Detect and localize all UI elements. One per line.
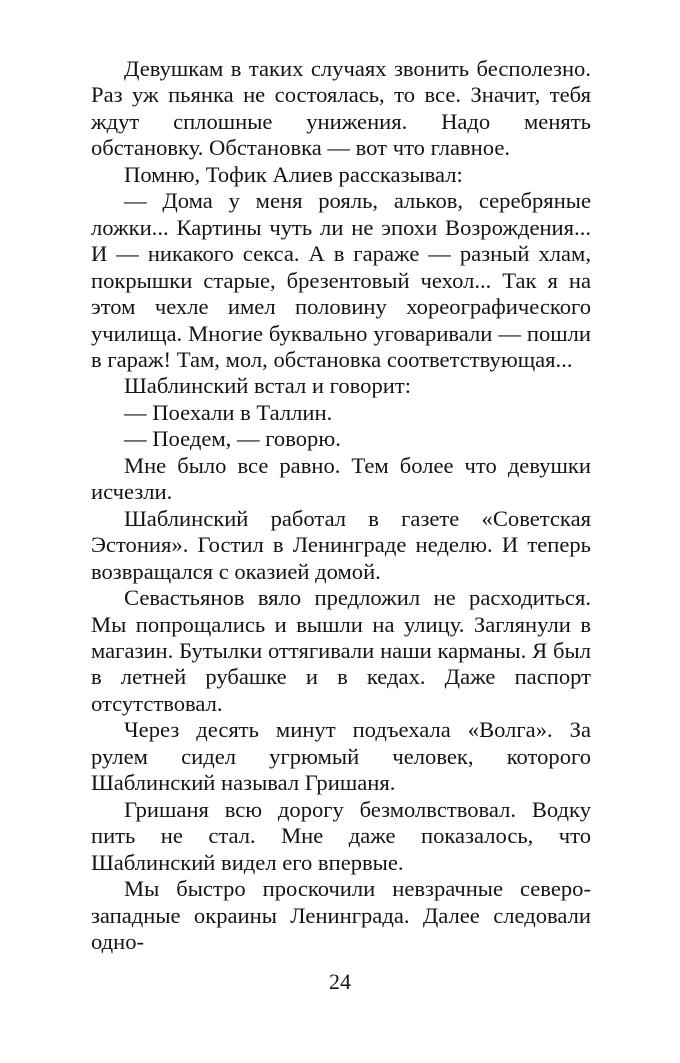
paragraph-9: Севастьянов вяло предложил не расходиться. Мы попрощались и вышли на улицу. Заглянули в магазин. Бутылки оттягивали наши карманы. Я был в летней рубашке и в кедах. Даже паспорт отсутствовал.	[91, 585, 591, 716]
paragraph-10: Через десять минут подъехала «Волга». За рулем сидел угрюмый человек, которого Шаблинский называл Гришаня.	[91, 717, 591, 796]
paragraph-3: — Дома у меня рояль, альков, серебряные ложки... Картины чуть ли не эпохи Возрождения... И — никакого секса. А в гараже — разный хлам, покрышки старые, брезентовый чехол... Так я на этом чехле имел половину хореографического училища. Многие буквально уговаривали — пошли в гараж! Там, мол, обстановка соответствующая...	[91, 188, 591, 372]
page-number: 24	[329, 969, 351, 994]
paragraph-8: Шаблинский работал в газете «Советская Эстония». Гостил в Ленинграде неделю. И теперь возвращался с оказией домой.	[91, 505, 591, 584]
paragraph-7: Мне было все равно. Тем более что девушки исчезли.	[91, 452, 591, 505]
paragraph-11: Гришаня всю дорогу безмолвствовал. Водку пить не стал. Мне даже показалось, что Шаблинский видел его впервые.	[91, 796, 591, 875]
paragraph-5: — Поехали в Таллин.	[124, 399, 333, 425]
paragraph-12: Мы быстро проскочили невзрачные северо-западные окраины Ленинграда. Далее следовали одно-	[91, 876, 591, 954]
page-text	[91, 56, 591, 955]
paragraph-2: Помню, Тофик Алиев рассказывал:	[124, 161, 463, 187]
paragraph-1: Девушкам в таких случаях звонить бесполезно. Раз уж пьянка не состоялась, то все. Значит, тебя ждут сплошные унижения. Надо менять обстановку. Обстановка — вот что главное.	[91, 56, 591, 161]
paragraph-4: Шаблинский встал и говорит:	[124, 373, 411, 399]
paragraph-6: — Поедем, — говорю.	[124, 426, 341, 452]
